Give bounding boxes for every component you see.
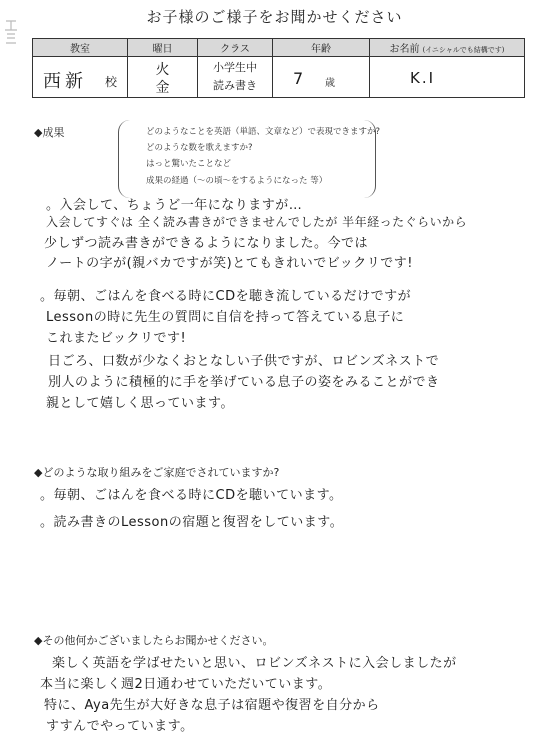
results-line: 少しずつ読み書きができるようになりました。今では <box>44 236 369 251</box>
day-value-2: 金 <box>155 80 170 96</box>
classroom-cell <box>33 57 128 98</box>
name-cell <box>370 57 525 98</box>
prompt-line-1: どのようなことを英語（単語、文章など）で表現できますか? <box>146 127 381 137</box>
results-line: 親として嬉しく思っています。 <box>46 396 234 411</box>
age-cell <box>273 57 370 98</box>
info-table-header-row <box>33 39 525 57</box>
day-value-1: 火 <box>155 62 170 78</box>
class-cell <box>198 57 273 98</box>
results-line: 。入会して、ちょうど一年になりますが… <box>46 198 303 213</box>
header-name-label: お名前 <box>389 44 420 55</box>
header-classroom: 教室 <box>33 39 128 57</box>
header-age: 年齢 <box>273 39 370 57</box>
header-name-note: (イニシャルでも結構です) <box>422 46 505 54</box>
info-table <box>32 38 525 98</box>
results-heading: ◆成果 <box>34 126 65 139</box>
other-line: 特に、Aya先生が大好きな息子は宿題や復習を自分から <box>44 698 380 713</box>
results-line: 。毎朝、ごはんを食べる時にCDを聴き流しているだけですが <box>40 289 412 304</box>
age-value: 7 <box>293 69 304 88</box>
prompt-line-2: どのような数を歌えますか? <box>146 143 253 153</box>
page-title: お子様のご様子をお聞かせください <box>146 8 403 26</box>
results-line: ノートの字が(親バカですが笑)とてもきれいでビックリです! <box>46 256 413 271</box>
prompt-line-3: はっと驚いたことなど <box>146 159 232 169</box>
other-line: すすんでやっています。 <box>46 719 194 734</box>
other-heading: ◆その他何かございましたらお聞かせください。 <box>34 634 274 647</box>
home-line: 。毎朝、ごはんを食べる時にCDを聴いています。 <box>40 488 343 503</box>
prompt-line-4: 成果の経過（～の頃～をするようになった 等） <box>146 176 328 186</box>
day-cell <box>128 57 198 98</box>
other-line: 本当に楽しく週2日通わせていただいています。 <box>40 677 332 692</box>
results-line: 別人のように積極的に手を挙げている息子の姿をみることができ <box>48 375 440 390</box>
header-day: 曜日 <box>128 39 198 57</box>
results-line: これまたビックリです! <box>46 331 187 346</box>
results-line: 日ごろ、口数が少なくおとなしい子供ですが、ロビンズネストで <box>48 354 440 369</box>
class-value-2: 読み書き <box>213 79 257 92</box>
results-line: Lessonの時に先生の質問に自信を持って答えている息子に <box>46 310 405 325</box>
age-suffix: 歳 <box>325 78 335 89</box>
header-class: クラス <box>198 39 273 57</box>
results-line: 入会してすぐは 全く読み書きができませんでしたが 半年経ったぐらいから <box>46 215 468 229</box>
school-suffix: 校 <box>105 75 118 89</box>
name-value: K.I <box>410 69 436 87</box>
class-value-1: 小学生中 <box>213 61 257 74</box>
other-line: 楽しく英語を学ばせたいと思い、ロビンズネストに入会しましたが <box>52 656 457 671</box>
home-line: 。読み書きのLessonの宿題と復習をしています。 <box>40 515 344 530</box>
header-name <box>370 39 525 57</box>
home-heading: ◆どのような取り組みをご家庭でされていますか? <box>34 466 280 479</box>
info-table-value-row <box>33 57 525 98</box>
corner-stamp-mark <box>2 18 20 46</box>
school-value: 西新 <box>43 71 87 92</box>
